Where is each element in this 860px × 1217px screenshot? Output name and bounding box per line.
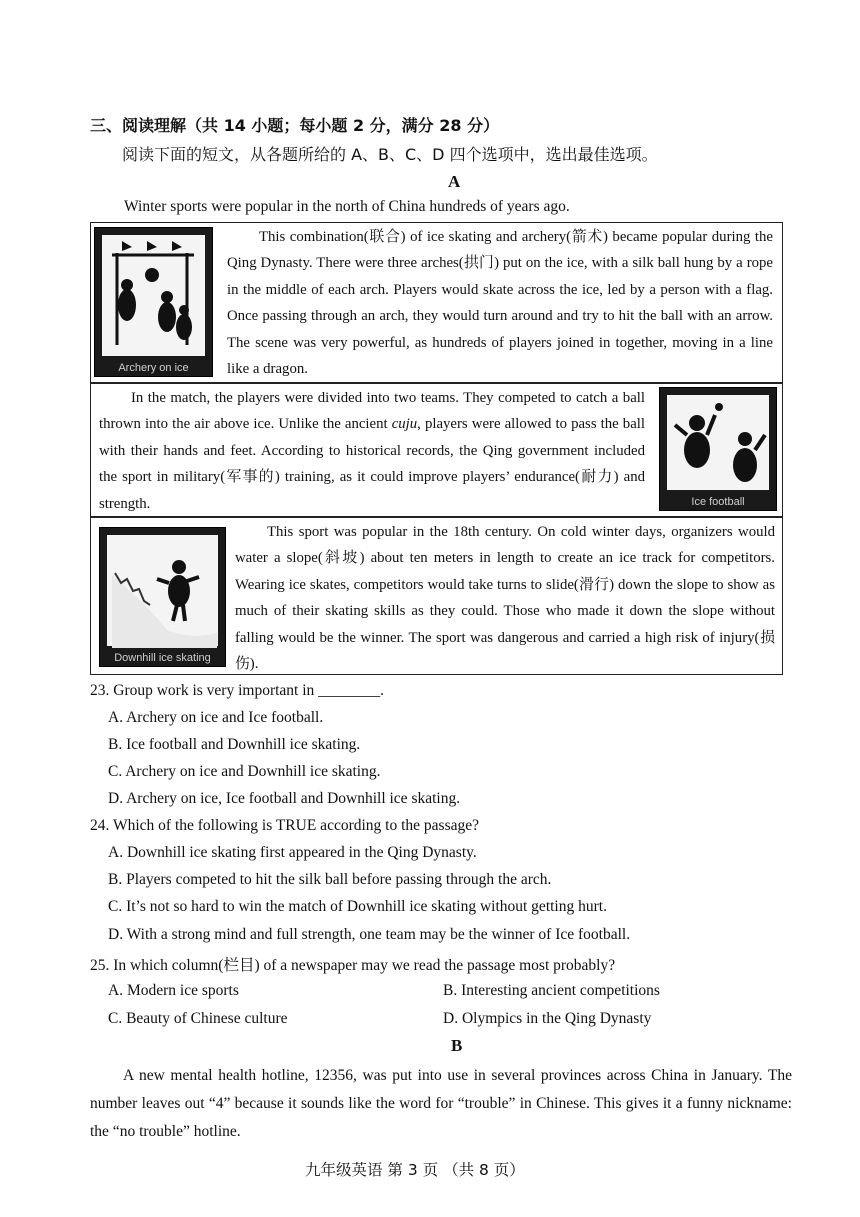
page-footer: 九年级英语 第 3 页 （共 8 页） [305, 1161, 525, 1179]
question-23-option-a: A. Archery on ice and Ice football. [108, 709, 324, 726]
archery-block [90, 222, 783, 383]
downhill-illustration [107, 535, 220, 648]
question-25-option-d: D. Olympics in the Qing Dynasty [443, 1010, 652, 1027]
downhill-text: This sport was popular in the 18th century. On cold winter days, organizers would water a slope(斜坡) about ten meters in length to create an ice track for competitors. Wearing ice skates, competitors would take turns to slide(滑行) down the slope to show as much of their skating skills as they could. Those who made it down the slope without falling would be the winner. The sport was dangerous and carried a high risk of injury(损伤). [235, 524, 775, 673]
question-23-stem: 23. Group work is very important in ________. [90, 682, 385, 699]
ice-football-text [99, 385, 645, 517]
question-23-option-d: D. Archery on ice, Ice football and Downhill ice skating. [108, 790, 461, 807]
question-24-option-a: A. Downhill ice skating first appeared in the Qing Dynasty. [108, 844, 477, 861]
passage-a-intro: Winter sports were popular in the north of China hundreds of years ago. [124, 198, 570, 215]
cuju-term: cuju [391, 416, 418, 433]
question-24-option-b: B. Players competed to hit the silk ball before passing through the arch. [108, 871, 552, 888]
question-24-option-c: C. It’s not so hard to win the match of Downhill ice skating without getting hurt. [108, 898, 607, 915]
archery-image [94, 227, 213, 377]
archery-image-label: Archery on ice [118, 362, 189, 374]
question-25-stem: 25. In which column(栏目) of a newspaper may we read the passage most probably? [90, 957, 616, 974]
passage-a-heading: A [448, 172, 461, 191]
question-25-option-c: C. Beauty of Chinese culture [108, 1010, 288, 1027]
question-23-option-b: B. Ice football and Downhill ice skating. [108, 736, 361, 753]
section-title: 三、阅读理解（共 14 小题；每小题 2 分，满分 28 分） [90, 116, 500, 135]
archery-illustration [102, 235, 207, 358]
passage-b-heading: B [451, 1036, 463, 1055]
ice-football-text-2: , players were allowed to pass the ball with their hands and feet. According to historical records, the Qing government included the sport in military(军事的) training, as it could improve players’ endurance(耐力) and strength. [99, 416, 645, 512]
question-25-option-b: B. Interesting ancient competitions [443, 982, 660, 999]
ice-football-block [90, 383, 783, 517]
ice-football-illustration [667, 395, 771, 492]
question-25-option-a: A. Modern ice sports [108, 982, 239, 999]
question-23-option-c: C. Archery on ice and Downhill ice skating. [108, 763, 381, 780]
question-24-option-d: D. With a strong mind and full strength, one team may be the winner of Ice football. [108, 926, 631, 943]
downhill-image-label: Downhill ice skating [114, 652, 211, 664]
archery-text: This combination(联合) of ice skating and archery(箭术) became popular during the Qing Dynasty. There were three arches(拱门) put on the ice, with a silk ball hung by a rope in the middle of each arch. Players would skate across the ice, led by a person with a flag. Once passing through an arch, they would turn around and try to hit the ball with an arrow. The scene was very powerful, as hundreds of players joined in together, moving in a line like a dragon. [227, 229, 773, 378]
ice-football-image-label: Ice football [691, 496, 745, 508]
question-24-stem: 24. Which of the following is TRUE according to the passage? [90, 817, 479, 834]
ice-football-image [659, 387, 777, 511]
ice-football-text-1: In the match, the players were divided into two teams. They competed to catch a ball thrown into the air above ice. Unlike the ancient [99, 390, 645, 433]
downhill-image [99, 527, 226, 667]
passage-b-text: A new mental health hotline, 12356, was put into use in several provinces across China in January. The number leaves out “4” because it sounds like the word for “trouble” in Chinese. This gives it a funny nickname: the “no trouble” hotline. [90, 1067, 792, 1140]
instruction: 阅读下面的短文，从各题所给的 A、B、C、D 四个选项中，选出最佳选项。 [122, 145, 658, 164]
downhill-block [90, 517, 783, 675]
